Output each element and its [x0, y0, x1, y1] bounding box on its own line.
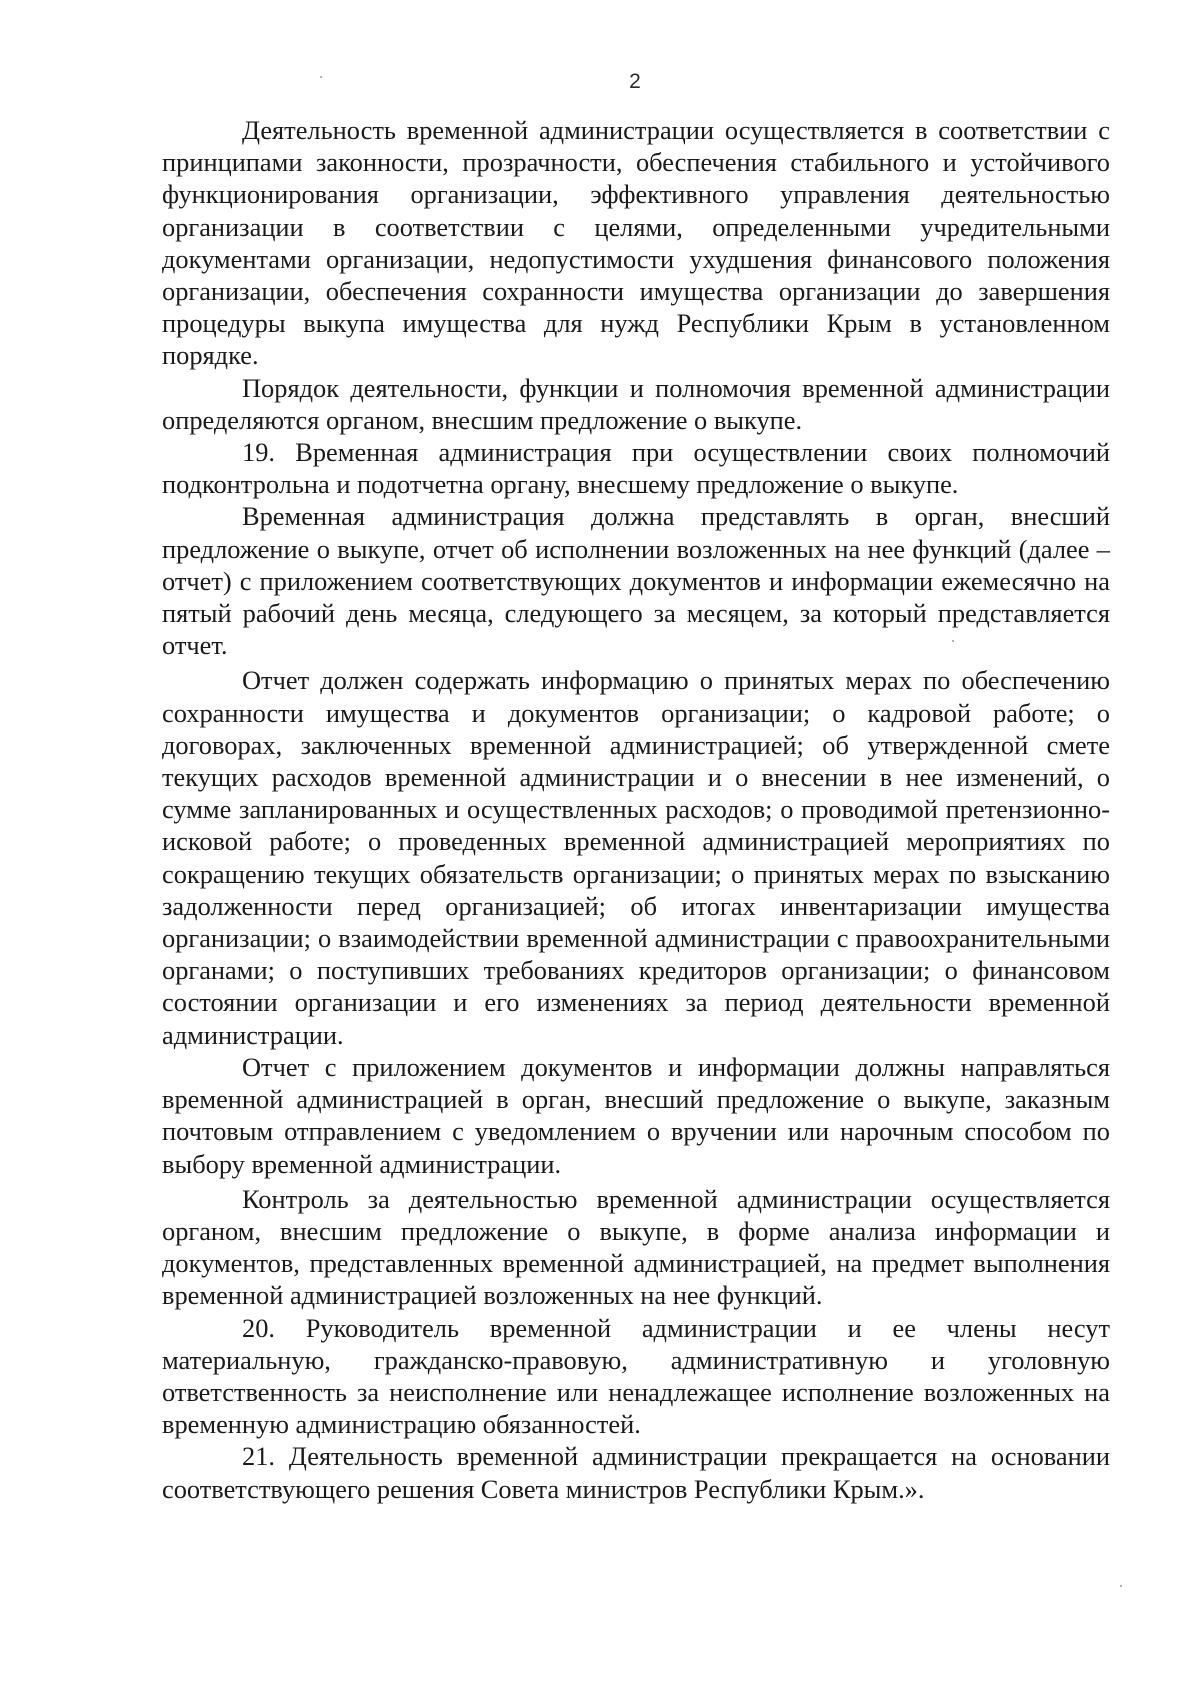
paragraph-21-termination: 21. Деятельность временной администрации прекращается на основании соответствующего решения Совета министров Республики Крым.». [162, 1441, 1110, 1504]
paragraph-20-liability: 20. Руководитель временной администрации и ее члены несут материальную, гражданско-правовую, административную и уголовную ответственность за неисполнение или ненадлежащее исполнение возложенных на временную администрацию обязанностей. [162, 1312, 1110, 1440]
paragraph-monthly-report: Временная администрация должна представлять в орган, внесший предложение о выкупе, отчет об исполнении возложенных на нее функций (далее – отчет) с приложением соответствующих документов и информации ежемесячно на пятый рабочий день месяца, следующего за месяцем, за который представляется отчет. [162, 501, 1110, 661]
paragraph-administration-principles: Деятельность временной администрации осуществляется в соответствии с принципами законности, прозрачности, обеспечения стабильного и устойчивого функционирования организации, эффективного управления деятельностью организации в соответствии с целями, определенными учредительными документами организации, недопустимости ухудшения финансового положения организации, обеспечения сохранности имущества организации до завершения процедуры выкупа имущества для нужд Республики Крым в установленном порядке. [162, 115, 1110, 371]
paragraph-report-delivery: Отчет с приложением документов и информации должны направляться временной администрацией в орган, внесший предложение о выкупе, заказным почтовым отправлением с уведомлением о вручении или нарочным способом по выбору временной администрации. [162, 1051, 1110, 1179]
paragraph-report-contents: Отчет должен содержать информацию о принятых мерах по обеспечению сохранности имущества и документов организации; о кадровой работе; о договорах, заключенных временной администрацией; об утвержденной смете текущих расходов временной администрации и о внесении в нее изменений, о сумме запланированных и осуществленных расходов; о проводимой претензионно-исковой работе; о проведенных временной администрацией мероприятиях по сокращению текущих обязательств организации; о принятых мерах по взысканию задолженности перед организацией; об итогах инвентаризации имущества организации; о взаимодействии временной администрации с правоохранительными органами; о поступивших требованиях кредиторов организации; о финансовом состоянии организации и его изменениях за период деятельности временной администрации. [162, 665, 1110, 1050]
paragraph-administration-procedure: Порядок деятельности, функции и полномочия временной администрации определяются органом, внесшим предложение о выкупе. [162, 372, 1110, 435]
scan-speck [320, 76, 322, 78]
scan-speck [952, 640, 954, 642]
scan-speck [1120, 1585, 1122, 1587]
page-number: 2 [629, 70, 641, 93]
paragraph-19-accountability: 19. Временная администрация при осуществлении своих полномочий подконтрольна и подотчетна органу, внесшему предложение о выкупе. [162, 437, 1110, 500]
paragraph-control: Контроль за деятельностью временной администрации осуществляется органом, внесшим предложение о выкупе, в форме анализа информации и документов, представленных временной администрацией, на предмет выполнения временной администрацией возложенных на нее функций. [162, 1183, 1110, 1311]
document-body [162, 114, 1110, 1505]
